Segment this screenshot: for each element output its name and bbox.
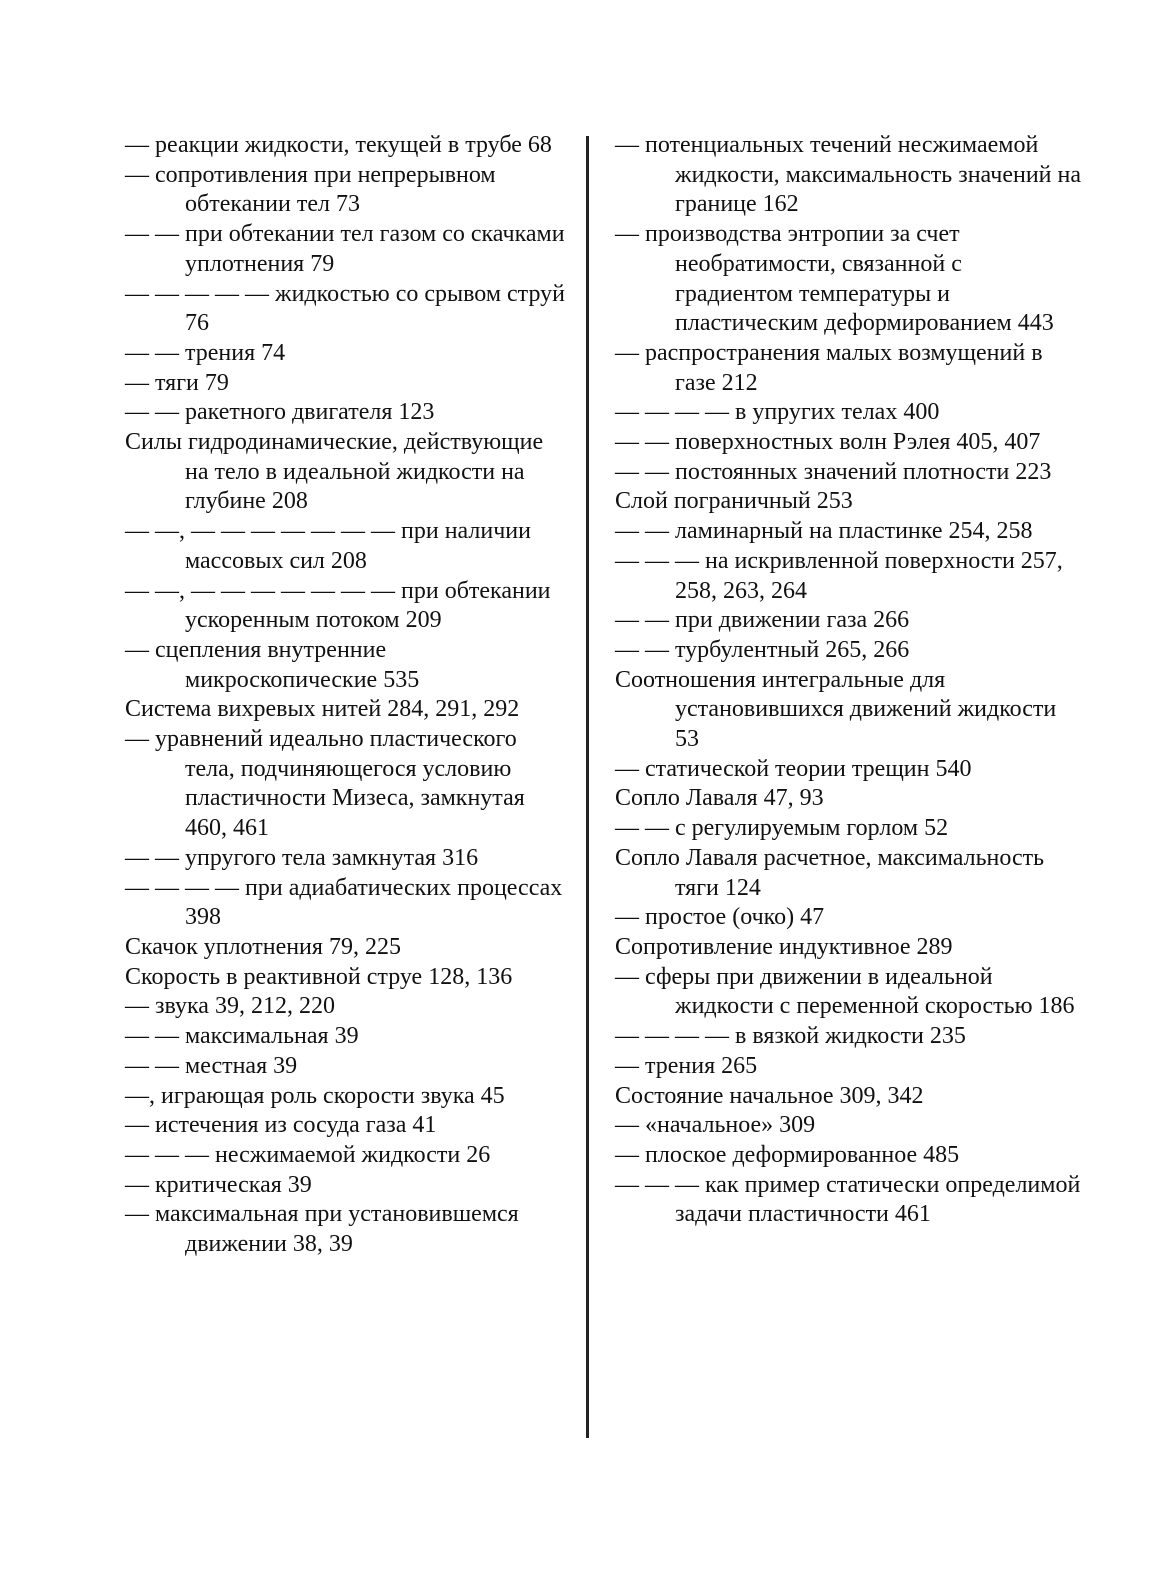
index-entry: — — — — при адиабатических процессах 398 [125,874,563,931]
index-entry: — статической теории трещин 540 [615,755,972,782]
index-entry: — трения 265 [615,1052,758,1079]
index-entry: — простое (очко) 47 [615,904,825,931]
index-entry: Силы гидродинамические, действующие на тело в идеальной жидкости на глубине 208 [125,429,544,515]
index-entry: — реакции жидкости, текущей в трубе 68 [125,132,552,158]
index-entry: — — при движении газа 266 [615,607,910,634]
index-entry: — потенциальных течений несжимаемой жидкости, максимальность значений на границе 162 [615,132,1081,218]
index-entry: Сопротивление индуктивное 289 [615,933,953,960]
index-entry: — — — — — жидкостью со срывом струй 76 [125,280,565,337]
index-entry: Скорость в реактивной струе 128, 136 [125,963,513,990]
index-entry: — производства энтропии за счет необратимости, связанной с градиентом температуры и пластическим деформированием 443 [615,221,1054,337]
index-entry: — «начальное» 309 [615,1112,816,1139]
index-entry: — — — как пример статически определимой задачи пластичности 461 [615,1171,1081,1228]
index-entry: — сцепления внутренние микроскопические 535 [125,636,420,693]
index-entry: — — постоянных значений плотности 223 [615,458,1052,485]
index-entry: —, играющая роль скорости звука 45 [125,1082,505,1109]
index-entry: — — — — в вязкой жидкости 235 [615,1023,966,1050]
index-entry: — — — — в упругих телах 400 [615,399,940,426]
index-entry: Слой пограничный 253 [615,488,853,515]
index-entry: — тяги 79 [125,369,229,396]
index-entry: — сферы при движении в идеальной жидкости с переменной скоростью 186 [615,963,1075,1020]
index-entry: — звука 39, 212, 220 [125,993,335,1020]
index-entry: — сопротивления при непрерывном обтекании тел 73 [125,161,496,218]
index-column-left [125,131,570,1260]
index-entry: — — — на искривленной поверхности 257, 258, 263, 264 [615,547,1063,604]
index-entry: — — ламинарный на пластинке 254, 258 [615,518,1033,545]
index-entry: — уравнений идеально пластического тела, подчиняющегося условию пластичности Мизеса, замкнутая 460, 461 [125,726,525,842]
index-entry: Сопло Лаваля 47, 93 [615,785,824,812]
index-entry: — истечения из сосуда газа 41 [125,1112,437,1139]
index-entry: Состояние начальное 309, 342 [615,1082,924,1109]
index-entry: — —, — — — — — — — при обтекании ускоренным потоком 209 [125,577,551,634]
index-entry: — плоское деформированное 485 [615,1141,960,1168]
index-entry: — — турбулентный 265, 266 [615,636,910,663]
index-entry: — — — несжимаемой жидкости 26 [125,1141,491,1168]
index-entry: — —, — — — — — — — при наличии массовых сил 208 [125,518,531,574]
index-entry: — критическая 39 [125,1171,312,1198]
index-entry: — — упругого тела замкнутая 316 [125,844,479,871]
index-entry: — — трения 74 [125,339,286,366]
column-divider [586,136,589,1438]
index-column-right [615,131,1085,1230]
index-entry: — — поверхностных волн Рэлея 405, 407 [615,429,1041,456]
index-entry: Соотношения интегральные для установившихся движений жидкости 53 [615,666,1057,753]
index-entry: — распространения малых возмущений в газе 212 [615,339,1043,396]
index-entry: — — с регулируемым горлом 52 [615,815,949,842]
index-entry: — — максимальная 39 [125,1023,359,1050]
index-entry: Система вихревых нитей 284, 291, 292 [125,696,520,723]
index-entry: — — местная 39 [125,1052,298,1079]
index-entry: — — ракетного двигателя 123 [125,399,435,426]
index-entry: — максимальная при установившемся движении 38, 39 [125,1201,519,1258]
index-entry: Скачок уплотнения 79, 225 [125,933,401,960]
index-entry: Сопло Лаваля расчетное, максимальность тяги 124 [615,844,1045,901]
index-entry: — — при обтекании тел газом со скачками уплотнения 79 [125,221,565,277]
